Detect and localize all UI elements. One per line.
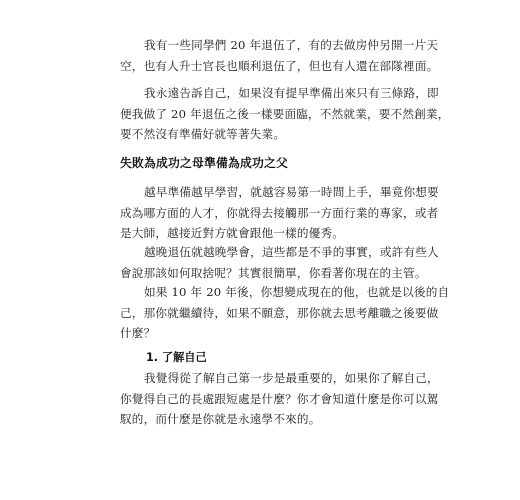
text-line: 什麼？ [120, 326, 156, 340]
text-line: 我有一些同學們 20 年退伍了，有的去做房仲另開一片天 [144, 38, 439, 52]
paragraph-early-prep [120, 182, 439, 244]
paragraph-classmates [120, 35, 439, 76]
text-line: 你覺得自己的長處跟短處是什麼？你才會知道什麼是你可以駕 [120, 391, 439, 406]
text-line: 便我做了 20 年退伍之後一樣要面臨，不然就業，要不然創業， [120, 106, 450, 121]
text-line: 越晚退伍就越晚學會，這些都是不爭的事實，或許有些人 [144, 245, 439, 259]
text-line: 己，那你就繼續待，如果不願意，那你就去思考離職之後要做 [120, 305, 439, 320]
text-line: 要不然沒有準備好就等著失業。 [120, 127, 286, 141]
text-line: 是大師，越接近對方就會跟他一樣的優秀。 [120, 226, 345, 240]
text-line: 如果 10 年 20 年後，你想變成現在的他，也就是以後的自 [144, 285, 450, 299]
text-line: 我永遠告訴自己，如果沒有提早準備出來只有三條路，即 [144, 86, 439, 100]
text-line: 成為哪方面的人才，你就得去接觸那一方面行業的專家，或者 [120, 205, 439, 220]
paragraph-three-paths [120, 83, 450, 145]
text-line: 空，也有人升士官長也順利退伍了，但也有人還在部隊裡面。 [120, 58, 439, 73]
text-line: 越早準備越早學習，就越容易第一時間上手，畢竟你想要 [144, 185, 439, 199]
text-line: 會說那該如何取捨呢？其實很簡單，你看著你現在的主管。 [120, 265, 427, 280]
paragraph-know-yourself [120, 368, 439, 430]
paragraph-late-retire [120, 242, 439, 283]
text-line: 馭的，而什麼是你就是永遠學不來的。 [120, 412, 321, 426]
section-heading: 失敗為成功之母準備為成功之父 [120, 156, 288, 170]
subheading-know-yourself: 1. 了解自己 [146, 351, 207, 364]
text-line: 我覺得從了解自己第一步是最重要的，如果你了解自己， [144, 371, 439, 385]
paragraph-future-self [120, 282, 450, 344]
